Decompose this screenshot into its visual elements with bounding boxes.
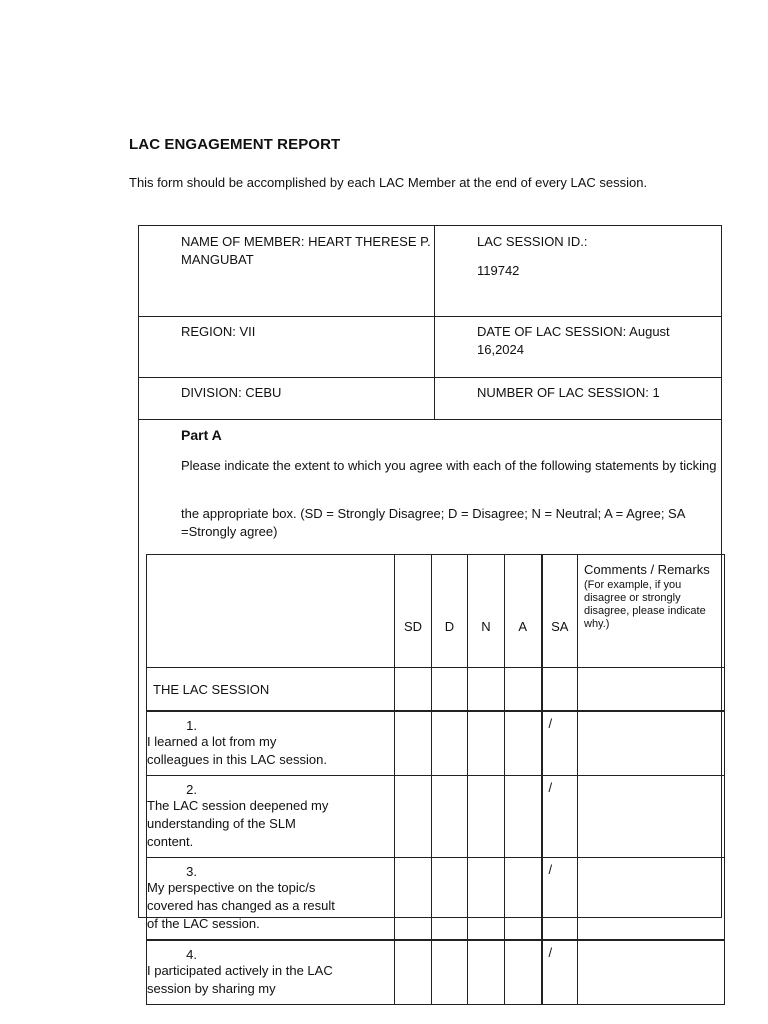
table-row — [147, 711, 725, 776]
rating-cell[interactable] — [468, 668, 505, 712]
statement-text: I participated actively in the LAC session by sharing my — [147, 963, 333, 996]
section-row — [147, 668, 725, 712]
rating-cell-n[interactable] — [468, 776, 505, 858]
rating-table-header — [147, 555, 725, 668]
rating-cell[interactable] — [395, 668, 432, 712]
statement-number: 3. — [186, 864, 197, 879]
page-title: LAC ENGAGEMENT REPORT — [129, 136, 341, 153]
statement-text: I learned a lot from my colleagues in this LAC session. — [147, 734, 327, 767]
comments-header — [578, 555, 725, 668]
rating-cell-a[interactable] — [505, 940, 542, 1005]
rating-cell-d[interactable] — [432, 711, 468, 776]
comments-cell[interactable] — [578, 668, 725, 712]
session-date: DATE OF LAC SESSION: August 16,2024 — [477, 324, 670, 357]
rating-cell-sa[interactable]: / — [542, 940, 578, 1005]
part-a-title: Part A — [181, 427, 222, 443]
session-id-label: LAC SESSION ID.: — [477, 234, 588, 249]
column-n: N — [468, 555, 505, 668]
rating-cell-sa[interactable]: / — [542, 858, 578, 941]
rating-cell-d[interactable] — [432, 940, 468, 1005]
info-row-divider — [139, 419, 721, 420]
column-sd: SD — [395, 555, 432, 668]
rating-cell-sa[interactable]: / — [542, 776, 578, 858]
statement — [147, 940, 395, 1005]
division: DIVISION: CEBU — [181, 385, 282, 400]
engagement-form — [138, 225, 722, 996]
rating-cell[interactable] — [505, 668, 542, 712]
member-name: NAME OF MEMBER: HEART THERESE P. MANGUBAT — [181, 234, 431, 267]
info-row-divider — [139, 316, 721, 317]
statement-number: 4. — [186, 947, 197, 962]
statement-text: My perspective on the topic/s covered has changed as a result of the LAC session. — [147, 880, 335, 931]
rating-cell-sd[interactable] — [395, 711, 432, 776]
info-column-divider — [434, 226, 435, 420]
section-label: THE LAC SESSION — [147, 668, 395, 712]
session-id-value: 119742 — [477, 263, 520, 278]
part-a-instruction: Please indicate the extent to which you agree with each of the following statements by ticking — [181, 458, 717, 473]
statement-number: 1. — [186, 718, 197, 733]
comments-cell[interactable] — [578, 711, 725, 776]
comments-cell[interactable] — [578, 940, 725, 1005]
rating-cell-d[interactable] — [432, 858, 468, 941]
statement — [147, 711, 395, 776]
statement-text: The LAC session deepened my understanding of the SLM content. — [147, 798, 329, 849]
header-blank-cell — [147, 555, 395, 668]
intro-text: This form should be accomplished by each LAC Member at the end of every LAC session. — [129, 175, 648, 190]
statement — [147, 858, 395, 941]
column-a: A — [505, 555, 542, 668]
rating-cell-n[interactable] — [468, 940, 505, 1005]
rating-cell-sd[interactable] — [395, 776, 432, 858]
rating-cell-a[interactable] — [505, 858, 542, 941]
statement — [147, 776, 395, 858]
rating-cell-n[interactable] — [468, 858, 505, 941]
region: REGION: VII — [181, 324, 256, 339]
table-row — [147, 776, 725, 858]
rating-table — [146, 554, 725, 1005]
column-sa: SA — [542, 555, 578, 668]
statement-number: 2. — [186, 782, 197, 797]
rating-cell-sd[interactable] — [395, 858, 432, 941]
comments-cell[interactable] — [578, 776, 725, 858]
rating-cell-a[interactable] — [505, 711, 542, 776]
rating-cell-d[interactable] — [432, 776, 468, 858]
rating-cell[interactable] — [542, 668, 578, 712]
session-number: NUMBER OF LAC SESSION: 1 — [477, 385, 660, 400]
part-a-instruction: the appropriate box. (SD = Strongly Disagree; D = Disagree; N = Neutral; A = Agree; SA =Strongly agree) — [181, 506, 685, 539]
table-row — [147, 940, 725, 1005]
rating-cell[interactable] — [432, 668, 468, 712]
rating-cell-sd[interactable] — [395, 940, 432, 1005]
comments-hint: (For example, if you disagree or strongly disagree, please indicate why.) — [584, 579, 706, 630]
comments-cell[interactable] — [578, 858, 725, 941]
table-row — [147, 858, 725, 941]
info-row-divider — [139, 377, 721, 378]
comments-title: Comments / Remarks — [584, 562, 710, 577]
rating-cell-sa[interactable]: / — [542, 711, 578, 776]
rating-cell-a[interactable] — [505, 776, 542, 858]
rating-cell-n[interactable] — [468, 711, 505, 776]
column-d: D — [432, 555, 468, 668]
